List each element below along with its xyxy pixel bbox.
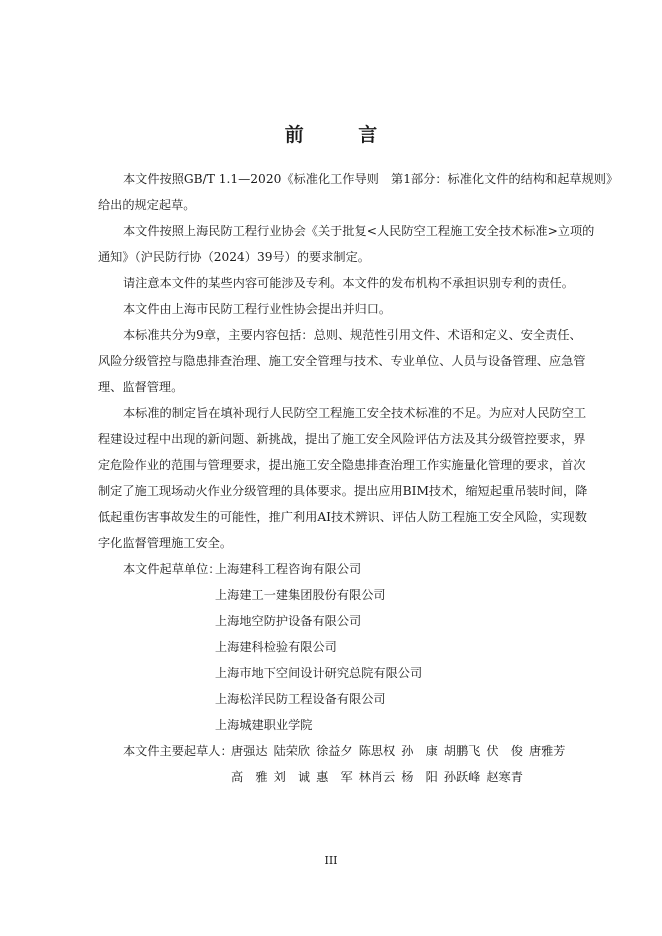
paragraph-line: 请注意本文件的某些内容可能涉及专利。本文件的发布机构不承担识别专利的责任。 xyxy=(123,276,574,290)
drafter-name: 徐益夕 xyxy=(316,744,353,758)
foreword-body xyxy=(98,166,619,556)
paragraph-line: 字化监督管理施工安全。 xyxy=(98,536,233,550)
paragraph-line: 本文件按照GB/T 1.1—2020《标准化工作导则 第1部分：标准化文件的结构和起草规则》 xyxy=(123,172,619,186)
paragraph xyxy=(98,296,566,322)
drafter-name: 赵寒青 xyxy=(486,770,523,784)
paragraph-line: 定危险作业的范围与管理要求，提出施工安全隐患排查治理工作实施量化管理的要求，首次 xyxy=(98,458,586,472)
drafting-unit: 上海建工一建集团股份有限公司 xyxy=(215,588,386,602)
paragraph xyxy=(98,166,619,218)
paragraph-line: 制定了施工现场动火作业分级管理的具体要求。提出应用BIM技术，缩短起重吊装时间，降 xyxy=(98,484,588,498)
drafting-unit: 上海松洋民防工程设备有限公司 xyxy=(215,692,386,706)
page-title: 前 言 xyxy=(284,124,402,146)
drafting-unit: 上海建科检验有限公司 xyxy=(215,640,337,654)
drafting-unit: 上海市地下空间设计研究总院有限公司 xyxy=(215,666,423,680)
drafters-row xyxy=(123,738,572,764)
drafter-name: 杨 阳 xyxy=(401,770,438,784)
drafting-unit-row xyxy=(123,660,422,686)
paragraph-line: 本标准共分为9章，主要内容包括：总则、规范性引用文件、术语和定义、安全责任、 xyxy=(123,328,582,342)
paragraph-line: 低起重伤害事故发生的可能性，推广利用AI技术辨识、评估人防工程施工安全风险，实现数 xyxy=(98,510,587,524)
drafters-label: 本文件主要起草人： xyxy=(123,744,233,758)
drafter-name: 陈思权 xyxy=(358,744,396,758)
drafting-units-label: 本文件起草单位： xyxy=(123,562,221,576)
paragraph xyxy=(98,322,586,400)
paragraph-line: 风险分级管控与隐患排查治理、施工安全管理与技术、专业单位、人员与设备管理、应急管 xyxy=(98,354,586,368)
drafter-name: 林肖云 xyxy=(358,770,396,784)
paragraph-line: 本文件由上海市民防工程行业性协会提出并归口。 xyxy=(123,302,392,316)
drafter-name: 胡鹏飞 xyxy=(443,744,481,758)
drafter-name: 惠 军 xyxy=(316,770,353,784)
drafting-unit-row xyxy=(123,582,422,608)
paragraph xyxy=(98,270,574,296)
drafters-row xyxy=(123,764,572,790)
drafting-unit-row xyxy=(123,634,422,660)
drafters-section xyxy=(123,738,572,790)
page-number: III xyxy=(324,854,338,867)
drafter-name: 陆荣欣 xyxy=(273,744,311,758)
drafter-name: 唐强达 xyxy=(231,744,268,758)
paragraph xyxy=(98,218,595,270)
paragraph-line: 程建设过程中出现的新问题、新挑战，提出了施工安全风险评估方法及其分级管控要求，界 xyxy=(98,432,586,446)
paragraph-line: 通知》（沪民防行协（2024）39号）的要求制定。 xyxy=(98,250,370,264)
paragraph-line: 本文件按照上海民防工程行业协会《关于批复<人民防空工程施工安全技术标准>立项的 xyxy=(123,224,595,238)
drafter-name: 刘 诚 xyxy=(273,770,311,784)
drafter-name: 伏 俊 xyxy=(486,744,523,758)
drafting-unit: 上海地空防护设备有限公司 xyxy=(215,614,362,628)
drafting-units-section xyxy=(123,556,422,738)
paragraph-line: 给出的规定起草。 xyxy=(98,198,196,212)
drafting-unit: 上海建科工程咨询有限公司 xyxy=(215,562,362,576)
drafter-name: 孙 康 xyxy=(401,744,438,758)
drafter-name: 唐雅芳 xyxy=(528,744,566,758)
drafting-unit: 上海城建职业学院 xyxy=(215,718,313,732)
paragraph-line: 理、监督管理。 xyxy=(98,380,184,394)
drafting-unit-row xyxy=(123,686,422,712)
drafting-unit-row xyxy=(123,556,422,582)
paragraph-line: 本标准的制定旨在填补现行人民防空工程施工安全技术标准的不足。为应对人民防空工 xyxy=(123,406,587,420)
drafter-name: 孙跃峰 xyxy=(443,770,481,784)
drafting-unit-row xyxy=(123,608,422,634)
paragraph xyxy=(98,400,588,556)
drafter-name: 高 雅 xyxy=(231,770,268,784)
drafting-unit-row xyxy=(123,712,422,738)
